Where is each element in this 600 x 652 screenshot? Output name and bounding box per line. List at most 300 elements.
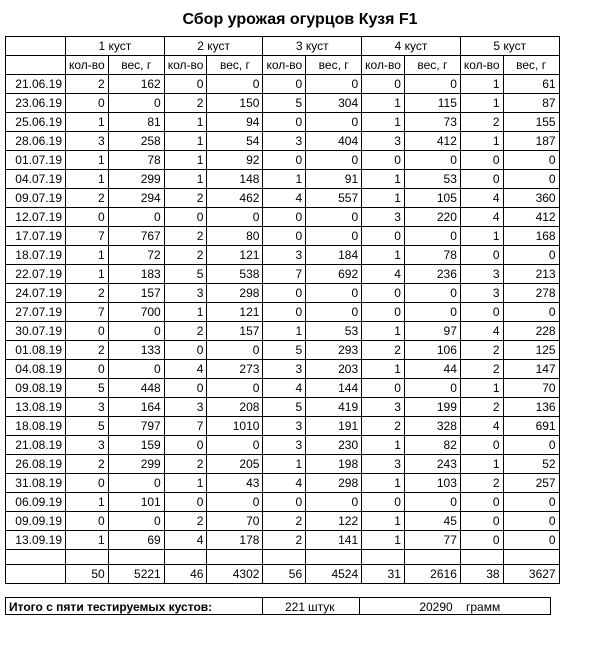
count-cell: 4 bbox=[460, 417, 503, 436]
weight-cell: 148 bbox=[207, 170, 263, 189]
count-cell: 4 bbox=[263, 474, 306, 493]
table-row bbox=[6, 436, 560, 455]
weight-cell: 87 bbox=[503, 94, 559, 113]
weight-header: вес, г bbox=[404, 56, 460, 75]
count-cell: 1 bbox=[263, 455, 306, 474]
count-cell: 0 bbox=[66, 360, 109, 379]
date-cell: 24.07.19 bbox=[6, 284, 66, 303]
harvest-table bbox=[5, 36, 560, 584]
weight-header: вес, г bbox=[108, 56, 164, 75]
count-cell: 4 bbox=[263, 189, 306, 208]
weight-cell: 81 bbox=[108, 113, 164, 132]
count-cell: 0 bbox=[362, 493, 405, 512]
table-row bbox=[6, 322, 560, 341]
weight-cell: 1010 bbox=[207, 417, 263, 436]
count-cell: 2 bbox=[66, 284, 109, 303]
weight-cell: 122 bbox=[306, 512, 362, 531]
count-cell: 0 bbox=[164, 208, 207, 227]
date-cell: 21.06.19 bbox=[6, 75, 66, 94]
weight-cell: 0 bbox=[108, 474, 164, 493]
count-cell: 1 bbox=[362, 322, 405, 341]
weight-cell: 0 bbox=[404, 303, 460, 322]
count-cell: 1 bbox=[164, 132, 207, 151]
count-cell: 1 bbox=[362, 512, 405, 531]
table-row bbox=[6, 113, 560, 132]
count-cell: 3 bbox=[66, 398, 109, 417]
weight-cell: 213 bbox=[503, 265, 559, 284]
corner-cell bbox=[6, 56, 66, 75]
weight-cell: 106 bbox=[404, 341, 460, 360]
weight-cell: 0 bbox=[503, 512, 559, 531]
count-cell: 1 bbox=[460, 75, 503, 94]
count-header: кол-во bbox=[263, 56, 306, 75]
count-cell: 1 bbox=[362, 94, 405, 113]
count-cell: 1 bbox=[66, 246, 109, 265]
weight-cell: 69 bbox=[108, 531, 164, 550]
count-cell: 2 bbox=[263, 531, 306, 550]
date-cell: 13.08.19 bbox=[6, 398, 66, 417]
weight-cell: 278 bbox=[503, 284, 559, 303]
weight-cell: 157 bbox=[207, 322, 263, 341]
count-cell: 1 bbox=[66, 113, 109, 132]
date-cell: 28.06.19 bbox=[6, 132, 66, 151]
date-cell: 25.06.19 bbox=[6, 113, 66, 132]
count-cell: 1 bbox=[460, 94, 503, 113]
count-cell: 2 bbox=[164, 246, 207, 265]
count-cell: 0 bbox=[263, 208, 306, 227]
weight-cell: 136 bbox=[503, 398, 559, 417]
count-cell: 2 bbox=[66, 189, 109, 208]
count-cell: 0 bbox=[460, 531, 503, 550]
table-row bbox=[6, 284, 560, 303]
weight-cell: 184 bbox=[306, 246, 362, 265]
weight-cell: 0 bbox=[207, 341, 263, 360]
date-cell: 12.07.19 bbox=[6, 208, 66, 227]
bush-header: 5 куст bbox=[460, 37, 559, 56]
count-cell: 7 bbox=[164, 417, 207, 436]
total-count-cell: 31 bbox=[362, 565, 405, 584]
count-cell: 0 bbox=[460, 170, 503, 189]
weight-cell: 191 bbox=[306, 417, 362, 436]
table-row bbox=[6, 398, 560, 417]
bush-header: 4 куст bbox=[362, 37, 461, 56]
weight-header: вес, г bbox=[503, 56, 559, 75]
table-row bbox=[6, 170, 560, 189]
date-cell: 09.09.19 bbox=[6, 512, 66, 531]
count-cell: 1 bbox=[362, 113, 405, 132]
weight-cell: 258 bbox=[108, 132, 164, 151]
count-cell: 1 bbox=[66, 170, 109, 189]
weight-cell: 412 bbox=[404, 132, 460, 151]
weight-cell: 147 bbox=[503, 360, 559, 379]
date-cell: 04.08.19 bbox=[6, 360, 66, 379]
weight-cell: 0 bbox=[306, 227, 362, 246]
count-cell: 0 bbox=[362, 284, 405, 303]
count-cell: 1 bbox=[362, 246, 405, 265]
count-cell: 1 bbox=[66, 151, 109, 170]
total-weight-cell: 2616 bbox=[404, 565, 460, 584]
count-cell: 0 bbox=[460, 246, 503, 265]
date-cell: 31.08.19 bbox=[6, 474, 66, 493]
total-weight-cell: 4524 bbox=[306, 565, 362, 584]
weight-cell: 0 bbox=[207, 436, 263, 455]
weight-cell: 105 bbox=[404, 189, 460, 208]
weight-cell: 133 bbox=[108, 341, 164, 360]
weight-cell: 159 bbox=[108, 436, 164, 455]
count-cell: 0 bbox=[164, 436, 207, 455]
weight-cell: 0 bbox=[207, 208, 263, 227]
weight-cell: 0 bbox=[306, 75, 362, 94]
count-cell: 3 bbox=[66, 436, 109, 455]
count-header: кол-во bbox=[460, 56, 503, 75]
count-cell: 1 bbox=[460, 379, 503, 398]
count-cell: 2 bbox=[66, 341, 109, 360]
weight-cell: 243 bbox=[404, 455, 460, 474]
weight-cell: 125 bbox=[503, 341, 559, 360]
count-cell: 1 bbox=[460, 132, 503, 151]
weight-cell: 150 bbox=[207, 94, 263, 113]
count-cell: 1 bbox=[66, 265, 109, 284]
page-title: Сбор урожая огурцов Кузя F1 bbox=[182, 11, 418, 28]
divider bbox=[359, 598, 360, 614]
count-cell: 0 bbox=[66, 322, 109, 341]
weight-cell: 144 bbox=[306, 379, 362, 398]
grand-total-count: 221 bbox=[284, 600, 306, 614]
weight-cell: 0 bbox=[404, 227, 460, 246]
table-row bbox=[6, 265, 560, 284]
count-cell: 1 bbox=[164, 474, 207, 493]
weight-cell: 43 bbox=[207, 474, 263, 493]
table-row bbox=[6, 189, 560, 208]
weight-cell: 0 bbox=[207, 493, 263, 512]
count-cell: 2 bbox=[460, 360, 503, 379]
total-count-cell: 50 bbox=[66, 565, 109, 584]
weight-cell: 404 bbox=[306, 132, 362, 151]
count-cell: 2 bbox=[164, 455, 207, 474]
weight-cell: 53 bbox=[306, 322, 362, 341]
weight-cell: 0 bbox=[306, 151, 362, 170]
count-cell: 2 bbox=[460, 113, 503, 132]
weight-cell: 360 bbox=[503, 189, 559, 208]
weight-cell: 299 bbox=[108, 170, 164, 189]
count-cell: 1 bbox=[362, 360, 405, 379]
count-cell: 0 bbox=[460, 493, 503, 512]
count-cell: 1 bbox=[362, 189, 405, 208]
weight-cell: 70 bbox=[207, 512, 263, 531]
count-cell: 1 bbox=[263, 170, 306, 189]
count-cell: 1 bbox=[164, 170, 207, 189]
count-cell: 3 bbox=[164, 398, 207, 417]
count-cell: 0 bbox=[362, 227, 405, 246]
count-cell: 7 bbox=[66, 227, 109, 246]
count-cell: 3 bbox=[164, 284, 207, 303]
date-cell: 09.07.19 bbox=[6, 189, 66, 208]
table-row bbox=[6, 94, 560, 113]
weight-cell: 0 bbox=[404, 493, 460, 512]
count-cell: 5 bbox=[263, 398, 306, 417]
grand-total-label: Итого с пяти тестируемых кустов: bbox=[9, 600, 213, 614]
bush-header: 1 куст bbox=[66, 37, 165, 56]
weight-cell: 94 bbox=[207, 113, 263, 132]
total-weight-cell: 3627 bbox=[503, 565, 559, 584]
weight-cell: 78 bbox=[108, 151, 164, 170]
count-cell: 0 bbox=[263, 493, 306, 512]
date-cell: 01.08.19 bbox=[6, 341, 66, 360]
weight-header: вес, г bbox=[306, 56, 362, 75]
weight-cell: 0 bbox=[108, 512, 164, 531]
count-cell: 5 bbox=[66, 379, 109, 398]
table-row bbox=[6, 417, 560, 436]
grand-total-weight: 20290 bbox=[419, 600, 453, 614]
weight-cell: 199 bbox=[404, 398, 460, 417]
count-cell: 2 bbox=[460, 341, 503, 360]
bush-header: 3 куст bbox=[263, 37, 362, 56]
count-cell: 0 bbox=[362, 303, 405, 322]
count-cell: 2 bbox=[460, 474, 503, 493]
weight-cell: 0 bbox=[306, 113, 362, 132]
weight-cell: 80 bbox=[207, 227, 263, 246]
weight-cell: 273 bbox=[207, 360, 263, 379]
count-cell: 0 bbox=[263, 284, 306, 303]
count-cell: 1 bbox=[66, 531, 109, 550]
count-cell: 3 bbox=[263, 436, 306, 455]
weight-cell: 0 bbox=[503, 531, 559, 550]
weight-cell: 691 bbox=[503, 417, 559, 436]
count-cell: 0 bbox=[263, 113, 306, 132]
weight-cell: 121 bbox=[207, 303, 263, 322]
count-cell: 3 bbox=[263, 246, 306, 265]
weight-cell: 412 bbox=[503, 208, 559, 227]
weight-cell: 220 bbox=[404, 208, 460, 227]
count-cell: 0 bbox=[164, 379, 207, 398]
weight-cell: 92 bbox=[207, 151, 263, 170]
weight-cell: 294 bbox=[108, 189, 164, 208]
weight-cell: 121 bbox=[207, 246, 263, 265]
weight-cell: 448 bbox=[108, 379, 164, 398]
count-cell: 1 bbox=[164, 303, 207, 322]
total-weight-cell: 5221 bbox=[108, 565, 164, 584]
weight-cell: 164 bbox=[108, 398, 164, 417]
count-cell: 4 bbox=[460, 189, 503, 208]
weight-cell: 187 bbox=[503, 132, 559, 151]
weight-cell: 203 bbox=[306, 360, 362, 379]
weight-cell: 293 bbox=[306, 341, 362, 360]
count-cell: 3 bbox=[263, 132, 306, 151]
count-cell: 3 bbox=[263, 417, 306, 436]
weight-cell: 298 bbox=[306, 474, 362, 493]
table-row bbox=[6, 227, 560, 246]
weight-cell: 0 bbox=[207, 379, 263, 398]
count-cell: 5 bbox=[263, 94, 306, 113]
count-cell: 4 bbox=[164, 531, 207, 550]
count-cell: 2 bbox=[460, 398, 503, 417]
count-cell: 2 bbox=[362, 417, 405, 436]
count-cell: 2 bbox=[263, 512, 306, 531]
weight-cell: 53 bbox=[404, 170, 460, 189]
corner-cell bbox=[6, 37, 66, 56]
grand-total-count-unit: штук bbox=[308, 600, 335, 614]
table-row bbox=[6, 474, 560, 493]
count-cell: 0 bbox=[66, 208, 109, 227]
bush-header: 2 куст bbox=[164, 37, 263, 56]
table-row bbox=[6, 512, 560, 531]
count-cell: 0 bbox=[164, 341, 207, 360]
table-row bbox=[6, 341, 560, 360]
table-row bbox=[6, 208, 560, 227]
date-cell: 23.06.19 bbox=[6, 94, 66, 113]
weight-cell: 141 bbox=[306, 531, 362, 550]
count-cell: 3 bbox=[362, 398, 405, 417]
weight-cell: 0 bbox=[306, 303, 362, 322]
count-cell: 0 bbox=[460, 512, 503, 531]
count-cell: 2 bbox=[164, 512, 207, 531]
weight-cell: 183 bbox=[108, 265, 164, 284]
count-cell: 0 bbox=[66, 474, 109, 493]
count-cell: 2 bbox=[164, 322, 207, 341]
weight-cell: 91 bbox=[306, 170, 362, 189]
weight-cell: 0 bbox=[108, 322, 164, 341]
table-row bbox=[6, 151, 560, 170]
table-row bbox=[6, 531, 560, 550]
count-cell: 1 bbox=[362, 170, 405, 189]
count-cell: 0 bbox=[362, 379, 405, 398]
total-count-cell: 46 bbox=[164, 565, 207, 584]
count-cell: 4 bbox=[362, 265, 405, 284]
table-row bbox=[6, 246, 560, 265]
grand-total-row bbox=[5, 597, 551, 615]
total-count-cell: 56 bbox=[263, 565, 306, 584]
weight-cell: 208 bbox=[207, 398, 263, 417]
date-cell: 26.08.19 bbox=[6, 455, 66, 474]
weight-cell: 72 bbox=[108, 246, 164, 265]
count-cell: 1 bbox=[164, 151, 207, 170]
weight-cell: 155 bbox=[503, 113, 559, 132]
weight-cell: 557 bbox=[306, 189, 362, 208]
count-cell: 3 bbox=[66, 132, 109, 151]
count-cell: 0 bbox=[263, 227, 306, 246]
weight-cell: 97 bbox=[404, 322, 460, 341]
date-cell: 13.09.19 bbox=[6, 531, 66, 550]
weight-cell: 0 bbox=[503, 246, 559, 265]
weight-cell: 162 bbox=[108, 75, 164, 94]
totals-row bbox=[6, 565, 560, 584]
weight-cell: 0 bbox=[108, 208, 164, 227]
count-cell: 1 bbox=[460, 227, 503, 246]
date-cell: 30.07.19 bbox=[6, 322, 66, 341]
count-cell: 5 bbox=[164, 265, 207, 284]
count-cell: 3 bbox=[362, 455, 405, 474]
weight-cell: 82 bbox=[404, 436, 460, 455]
table-row bbox=[6, 132, 560, 151]
count-cell: 3 bbox=[263, 360, 306, 379]
weight-cell: 797 bbox=[108, 417, 164, 436]
weight-cell: 228 bbox=[503, 322, 559, 341]
count-cell: 1 bbox=[362, 474, 405, 493]
count-cell: 0 bbox=[362, 75, 405, 94]
count-cell: 5 bbox=[263, 341, 306, 360]
weight-cell: 0 bbox=[108, 94, 164, 113]
weight-cell: 236 bbox=[404, 265, 460, 284]
count-cell: 7 bbox=[66, 303, 109, 322]
weight-cell: 0 bbox=[207, 75, 263, 94]
weight-cell: 0 bbox=[503, 151, 559, 170]
weight-cell: 304 bbox=[306, 94, 362, 113]
weight-cell: 44 bbox=[404, 360, 460, 379]
weight-cell: 198 bbox=[306, 455, 362, 474]
count-cell: 0 bbox=[460, 436, 503, 455]
count-cell: 0 bbox=[66, 94, 109, 113]
total-weight-cell: 4302 bbox=[207, 565, 263, 584]
weight-header: вес, г bbox=[207, 56, 263, 75]
count-cell: 3 bbox=[460, 265, 503, 284]
table-row bbox=[6, 303, 560, 322]
count-header: кол-во bbox=[362, 56, 405, 75]
count-cell: 1 bbox=[164, 113, 207, 132]
weight-cell: 61 bbox=[503, 75, 559, 94]
weight-cell: 230 bbox=[306, 436, 362, 455]
weight-cell: 157 bbox=[108, 284, 164, 303]
weight-cell: 767 bbox=[108, 227, 164, 246]
count-cell: 1 bbox=[362, 436, 405, 455]
divider bbox=[262, 598, 263, 614]
date-cell: 27.07.19 bbox=[6, 303, 66, 322]
count-cell: 4 bbox=[460, 322, 503, 341]
count-cell: 0 bbox=[460, 151, 503, 170]
grand-total-weight-unit: грамм bbox=[466, 600, 501, 614]
weight-cell: 700 bbox=[108, 303, 164, 322]
weight-cell: 205 bbox=[207, 455, 263, 474]
date-cell: 17.07.19 bbox=[6, 227, 66, 246]
count-header: кол-во bbox=[164, 56, 207, 75]
weight-cell: 78 bbox=[404, 246, 460, 265]
weight-cell: 0 bbox=[306, 208, 362, 227]
weight-cell: 328 bbox=[404, 417, 460, 436]
date-cell: 22.07.19 bbox=[6, 265, 66, 284]
weight-cell: 298 bbox=[207, 284, 263, 303]
weight-cell: 73 bbox=[404, 113, 460, 132]
count-cell: 0 bbox=[460, 303, 503, 322]
weight-cell: 0 bbox=[503, 170, 559, 189]
weight-cell: 0 bbox=[306, 284, 362, 303]
weight-cell: 692 bbox=[306, 265, 362, 284]
count-cell: 4 bbox=[460, 208, 503, 227]
count-cell: 2 bbox=[66, 75, 109, 94]
table-row bbox=[6, 360, 560, 379]
count-cell: 4 bbox=[263, 379, 306, 398]
weight-cell: 0 bbox=[404, 75, 460, 94]
count-cell: 2 bbox=[164, 94, 207, 113]
count-cell: 4 bbox=[164, 360, 207, 379]
table-row bbox=[6, 75, 560, 94]
count-cell: 1 bbox=[263, 322, 306, 341]
weight-cell: 462 bbox=[207, 189, 263, 208]
weight-cell: 77 bbox=[404, 531, 460, 550]
count-cell: 2 bbox=[164, 189, 207, 208]
weight-cell: 0 bbox=[306, 493, 362, 512]
count-cell: 1 bbox=[460, 455, 503, 474]
bush-header-row bbox=[6, 37, 560, 56]
weight-cell: 70 bbox=[503, 379, 559, 398]
weight-cell: 52 bbox=[503, 455, 559, 474]
table-row bbox=[6, 493, 560, 512]
count-cell: 0 bbox=[263, 151, 306, 170]
weight-cell: 54 bbox=[207, 132, 263, 151]
totals-label-cell bbox=[6, 565, 66, 584]
weight-cell: 257 bbox=[503, 474, 559, 493]
weight-cell: 101 bbox=[108, 493, 164, 512]
date-cell: 09.08.19 bbox=[6, 379, 66, 398]
weight-cell: 103 bbox=[404, 474, 460, 493]
